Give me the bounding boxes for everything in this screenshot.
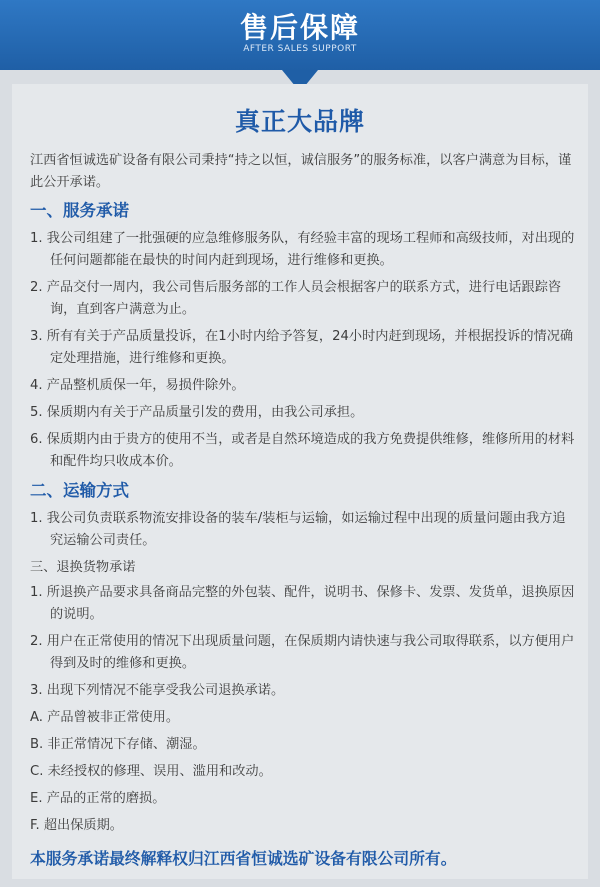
header-title: 售后保障 [239,11,360,44]
list-item: 3. 所有有关于产品质量投诉，在1小时内给予答复，24小时内赶到现场，并根据投诉的情况确定处理措施，进行维修和更换。 [30,329,574,366]
list-item: 1. 所退换产品要求具备商品完整的外包装、配件，说明书、保修卡、发票、发货单，退换原因的说明。 [30,585,575,622]
list-item: 4. 产品整机质保一年，易损件除外。 [30,378,245,393]
content-body [30,150,578,842]
list-item: 2. 用户在正常使用的情况下出现质量问题，在保质期内请快速与我公司取得联系，以方便用户得到及时的维修和更换。 [30,634,575,671]
main-title: 真正大品牌 [234,107,365,136]
list-item: A. 产品曾被非正常使用。 [30,710,180,725]
list-item: F. 超出保质期。 [30,818,123,833]
list-item: E. 产品的正常的磨损。 [30,791,166,806]
list-item: 6. 保质期内由于贵方的使用不当，或者是自然环境造成的我方免费提供维修，维修所用的材料和配件均只收成本价。 [30,432,575,469]
section-heading-transport: 二、运输方式 [30,481,129,500]
list-item: C. 未经授权的修理、误用、滥用和改动。 [30,764,272,779]
footer-statement: 本服务承诺最终解释权归江西省恒诚选矿设备有限公司所有。 [30,849,457,868]
list-item: 1. 我公司组建了一批强硬的应急维修服务队，有经验丰富的现场工程师和高级技师，对出现的任何问题都能在最快的时间内赶到现场，进行维修和更换。 [30,231,575,268]
list-item: 3. 出现下列情况不能享受我公司退换承诺。 [30,683,285,698]
list-item: B. 非正常情况下存储、潮湿。 [30,737,206,752]
header-banner [0,0,600,70]
list-item: 2. 产品交付一周内，我公司售后服务部的工作人员会根据客户的联系方式，进行电话跟踪咨询，直到客户满意为止。 [30,280,562,317]
section-heading-service: 一、服务承诺 [30,201,129,220]
list-item: 5. 保质期内有关于产品质量引发的费用，由我公司承担。 [30,405,364,420]
list-item: 1. 我公司负责联系物流安排设备的装车/装柜与运输，如运输过程中出现的质量问题由我方追究运输公司责任。 [30,511,566,548]
intro-paragraph: 江西省恒诚选矿设备有限公司秉持“持之以恒，诚信服务”的服务标准，以客户满意为目标，谨此公开承诺。 [30,153,572,190]
header-subtitle: AFTER SALES SUPPORT [243,44,357,54]
section-heading-returns: 三、退换货物承诺 [30,560,136,575]
